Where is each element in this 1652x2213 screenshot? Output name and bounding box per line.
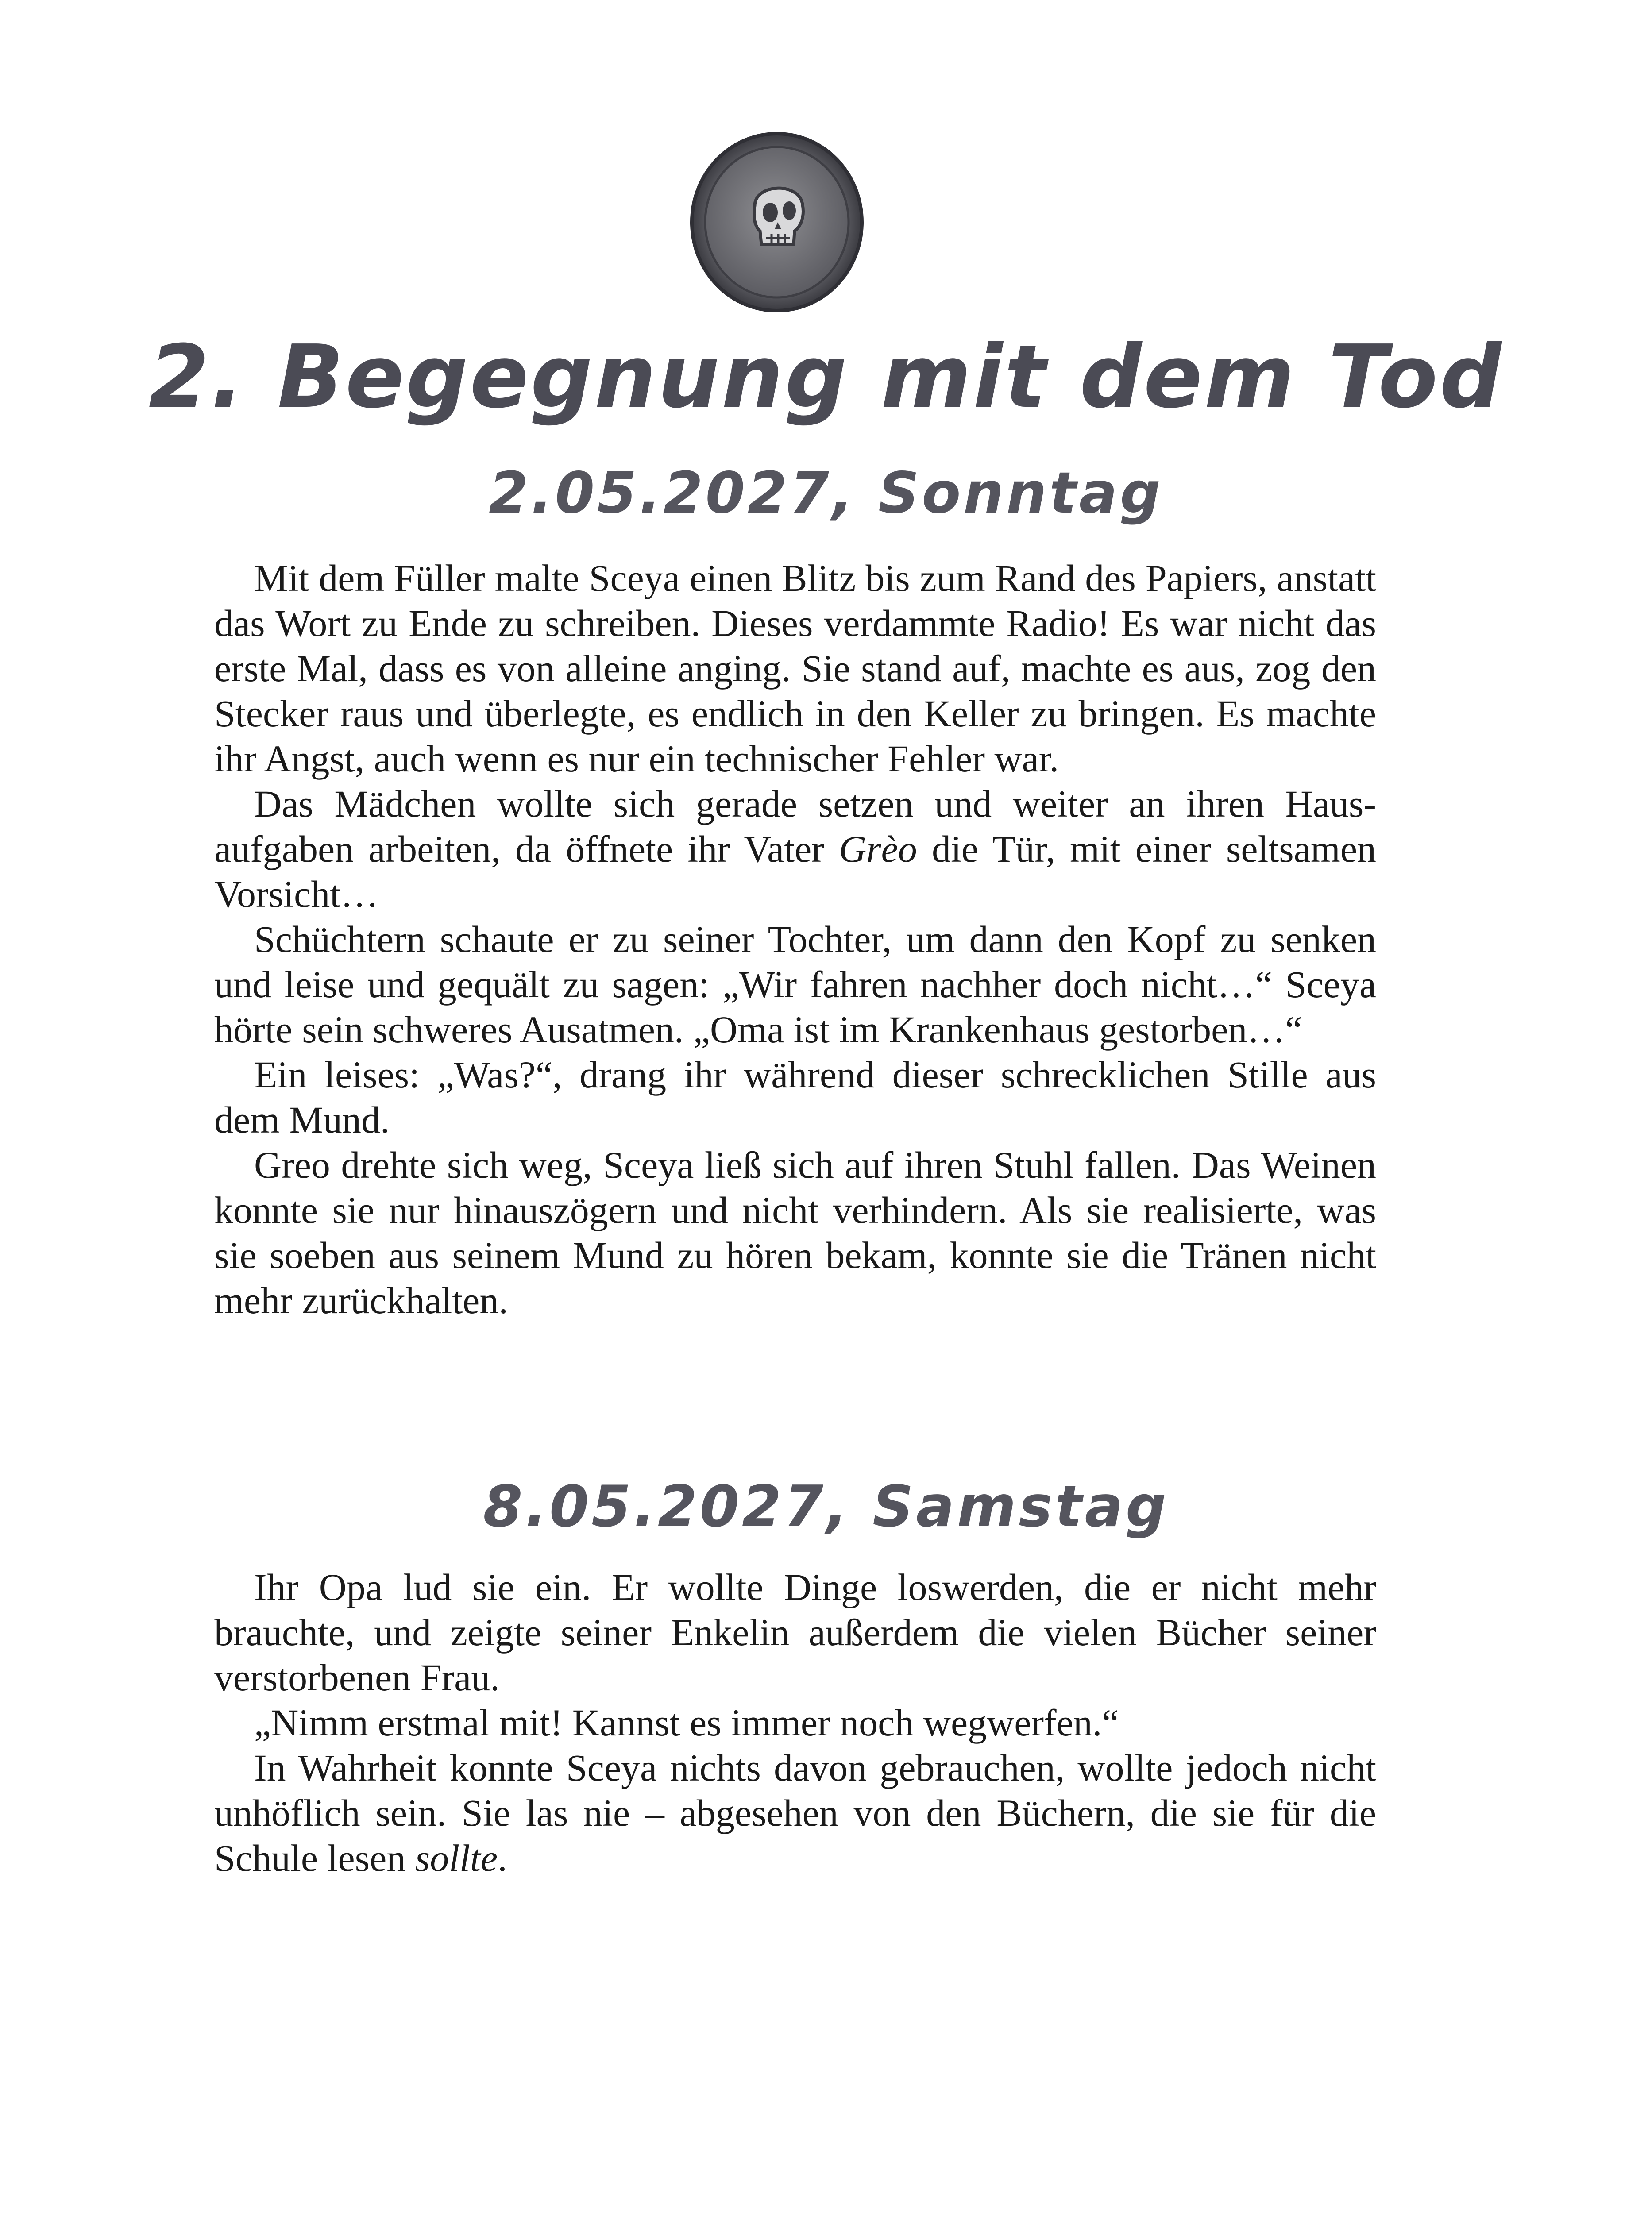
- section-1-text: [214, 555, 1376, 1323]
- paragraph: Schüchtern schaute er zu seiner Tochter, um dann den Kopf zu senken und leise und gequält zu sagen: „Wir fahren nachher doch nicht…“ Sceya hörte sein schweres Ausatmen. „Oma ist im Krankenhaus gestorben…“: [214, 918, 1376, 1051]
- skull-coin-icon: [688, 128, 865, 314]
- section-2-text: [214, 1565, 1376, 1881]
- paragraph: [214, 781, 1376, 917]
- word-emphasis: sollte: [415, 1837, 498, 1879]
- paragraph: Ihr Opa lud sie ein. Er wollte Dinge loswerden, die er nicht mehr brauchte, und zeigte seiner Enkelin außerdem die vielen Bücher seiner verstorbenen Frau.: [214, 1566, 1376, 1699]
- date-heading-saturday: 8.05.2027, Samstag: [483, 1474, 1169, 1540]
- date-heading-sunday: 2.05.2027, Sonntag: [489, 460, 1163, 526]
- chapter-title: 2. Begegnung mit dem Tod: [148, 327, 1504, 428]
- text-run: Das Mädchen wollte sich gerade setzen und weiter an ihren Hausaufgaben arbeiten, da öffnete ihr Vater: [214, 783, 1376, 870]
- name-emphasis: Grèo: [839, 828, 917, 870]
- paragraph: Greo drehte sich weg, Sceya ließ sich auf ihren Stuhl fallen. Das Weinen konnte sie nur hinauszögern und nicht verhindern. Als sie realisierte, was sie soeben aus seinem Mund zu hören bekam, konnte sie die Tränen nicht mehr zurückhalten.: [214, 1144, 1376, 1322]
- text-run: In Wahrheit konnte Sceya nichts davon gebrauchen, wollte jedoch nicht unhöflich sein. Sie las nie – abgesehen von den Büchern, die sie für die Schule lesen: [214, 1746, 1376, 1879]
- text-run: .: [498, 1837, 507, 1879]
- paragraph: „Nimm erstmal mit! Kannst es immer noch wegwerfen.“: [254, 1701, 1119, 1744]
- paragraph: Ein leises: „Was?“, drang ihr während dieser schrecklichen Stille aus dem Mund.: [214, 1053, 1376, 1141]
- text-run: die Tür, mit einer seltsamen Vorsicht…: [214, 828, 1376, 915]
- paragraph: [214, 1745, 1376, 1881]
- paragraph: Mit dem Füller malte Sceya einen Blitz bis zum Rand des Papiers, anstatt das Wort zu Ende zu schreiben. Dieses verdammte Radio! Es war nicht das erste Mal, dass es von alleine anging. Sie stand auf, machte es aus, zog den Stecker raus und überlegte, es endlich in den Keller zu bringen. Es machte ihr Angst, auch wenn es nur ein technischer Fehler war.: [214, 557, 1376, 780]
